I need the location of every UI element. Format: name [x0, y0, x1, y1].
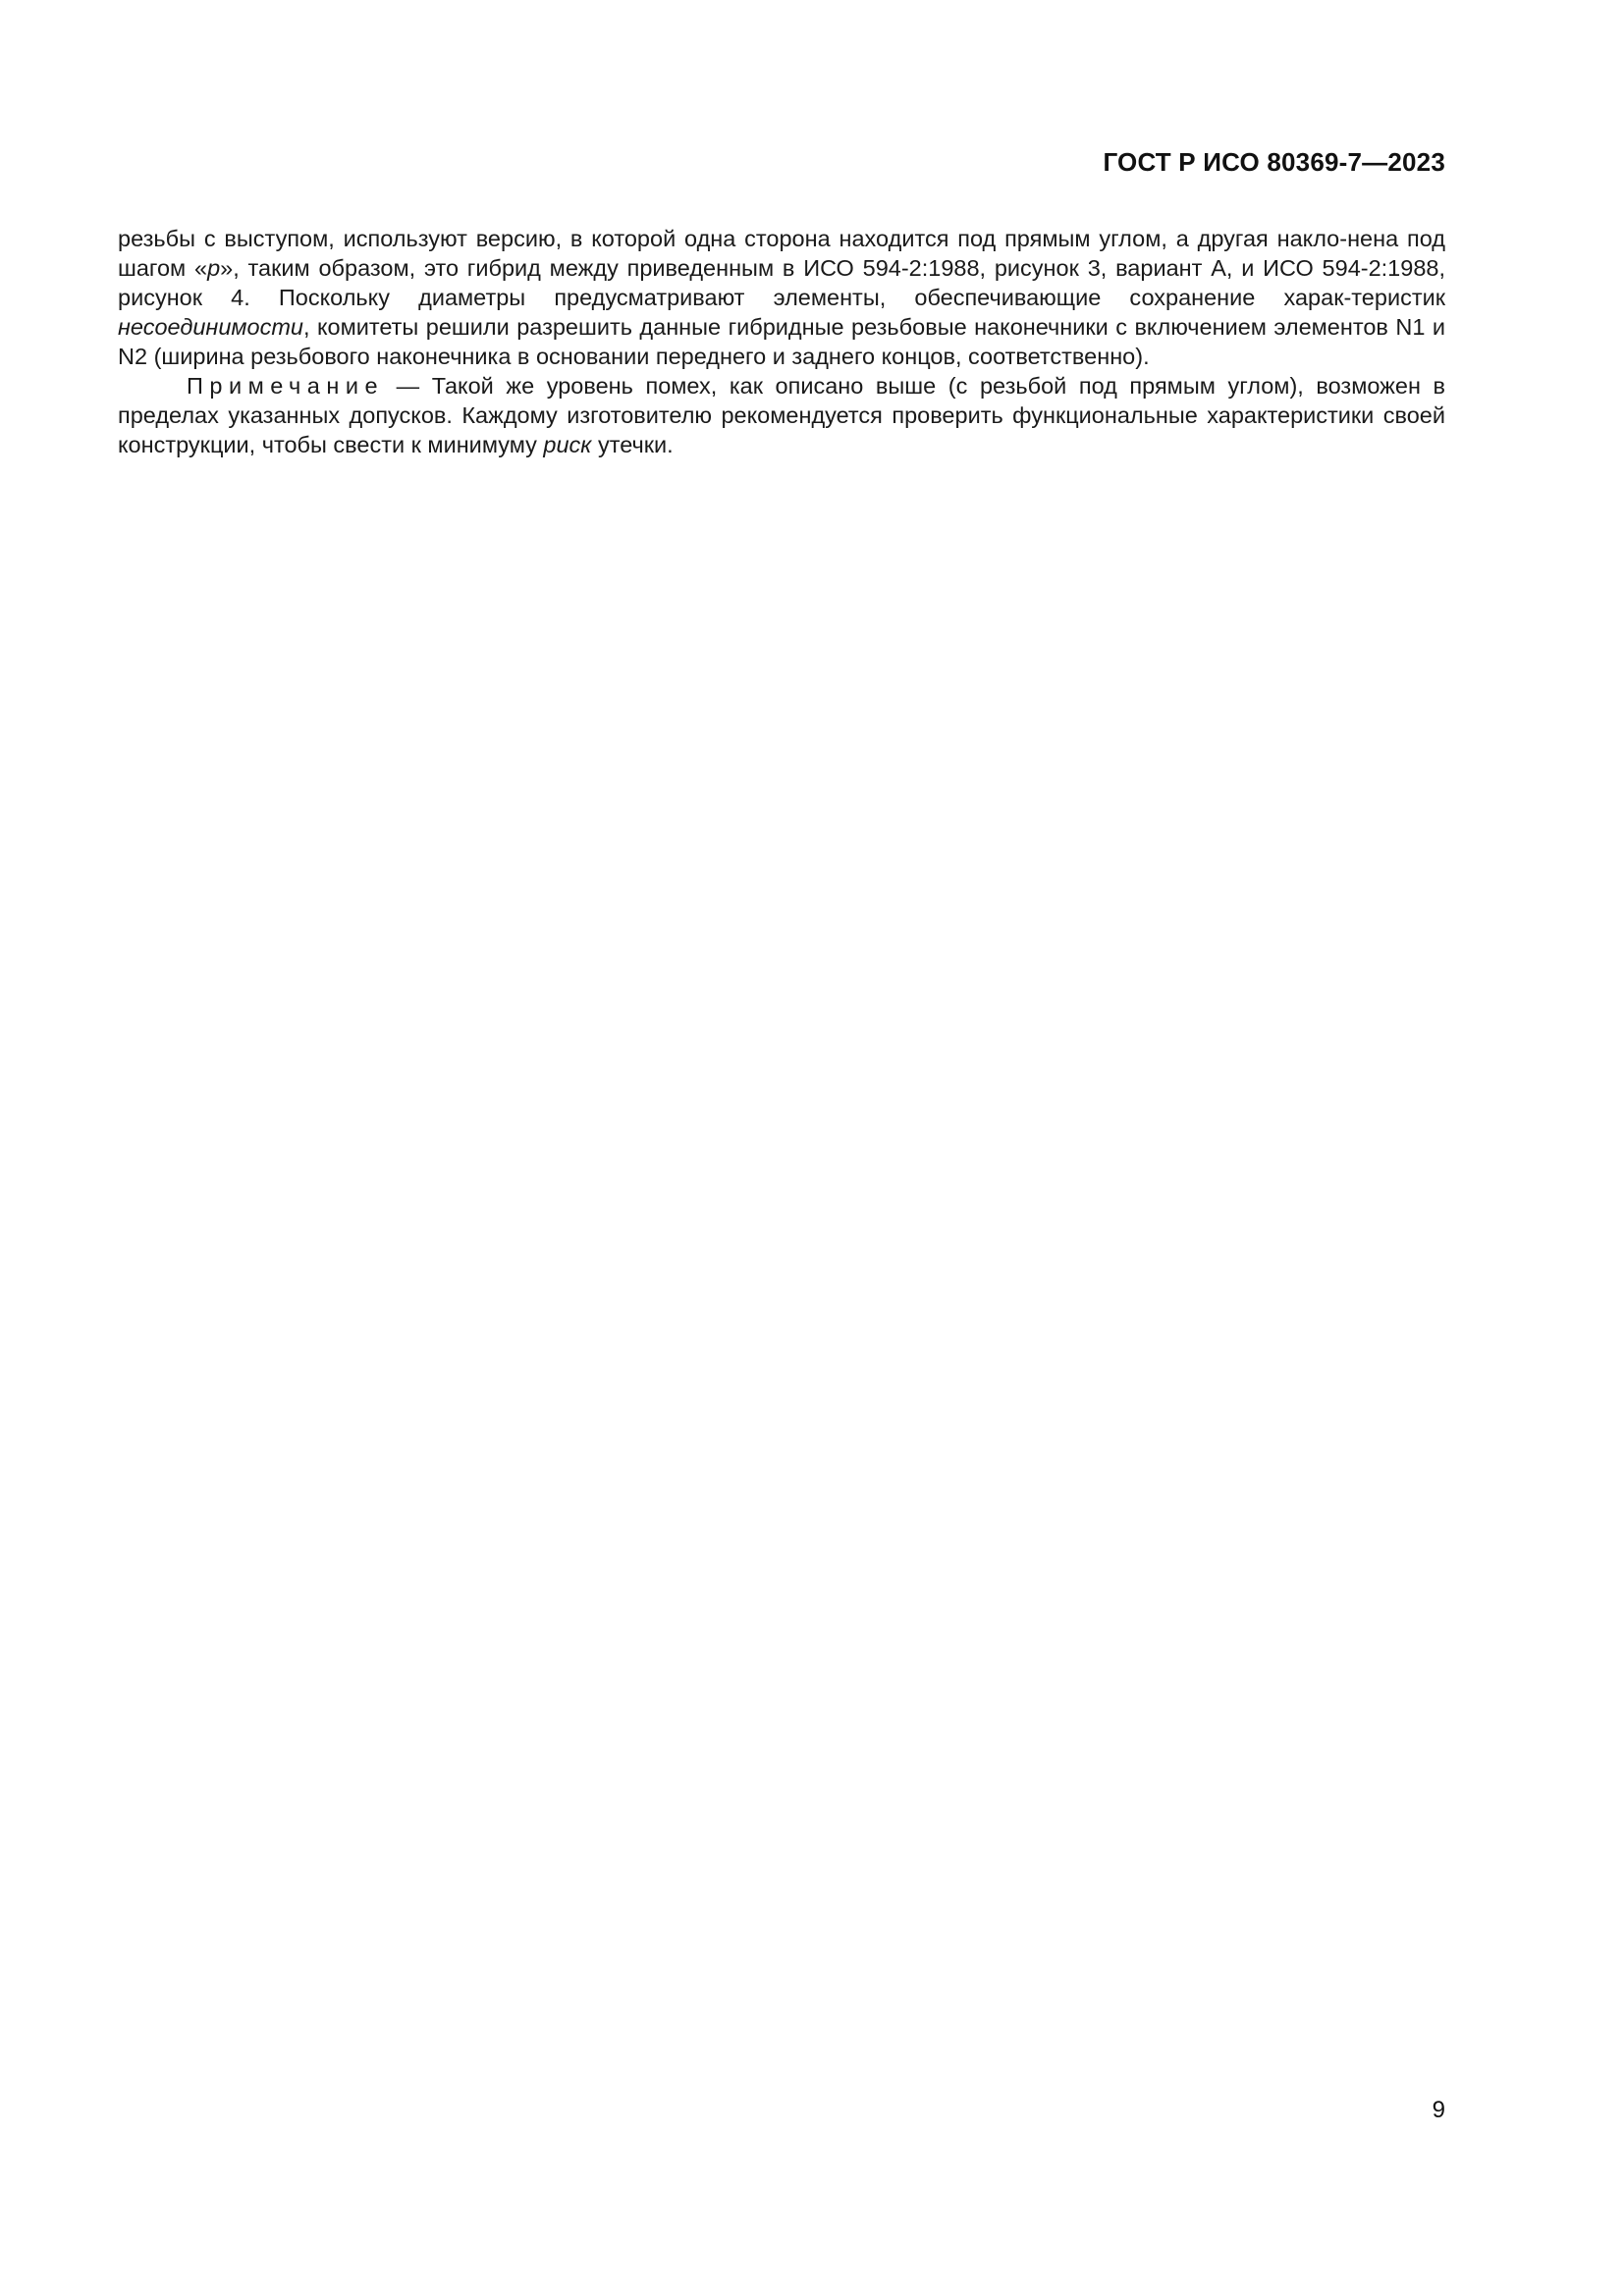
page-number: 9	[1432, 2097, 1445, 2123]
term-risk: риск	[543, 432, 592, 457]
document-header-id: ГОСТ Р ИСО 80369-7—2023	[1103, 147, 1445, 177]
document-body	[118, 224, 1445, 459]
note-label: Примечание	[187, 373, 385, 399]
body-paragraph	[118, 224, 1445, 371]
pitch-symbol: p	[207, 255, 221, 281]
note-text: — Такой же уровень помех, как описано выше (с резьбой под прямым углом), возможен в пределах указанных допусков. Каждому изготовителю рекомендуется проверить функциональные характеристики своей конструкции, чтобы свести к минимуму	[118, 373, 1445, 457]
note-paragraph	[118, 371, 1445, 459]
paragraph-text: резьбы с выступом, используют версию, в которой одна сторона находится под прямым углом, а другая накло-нена под шагом «	[118, 226, 1445, 281]
note-text: утечки.	[591, 432, 674, 457]
paragraph-text: , комитеты решили разрешить данные гибридные резьбовые наконечники с включением элементов N1 и N2 (ширина резьбового наконечника в основании переднего и заднего концов, соответственно).	[118, 314, 1445, 369]
term-non-connectability: несоединимости	[118, 314, 303, 340]
paragraph-text: », таким образом, это гибрид между приведенным в ИСО 594-2:1988, рисунок 3, вариант А, и ИСО 594-2:1988, рисунок 4. Поскольку диаметры предусматривают элементы, обеспечивающие сохранение харак-теристик	[118, 255, 1445, 310]
